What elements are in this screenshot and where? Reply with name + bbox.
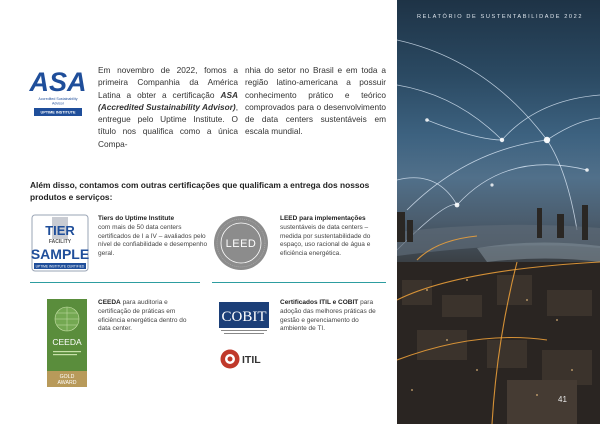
tier-logo [30, 214, 90, 272]
leed-title: LEED para implementações [280, 215, 366, 222]
ceeda-logo-graphic [47, 299, 87, 387]
cobit-logo-text: COBIT [221, 309, 267, 325]
itil-cobit-title: Certificados ITIL e COBIT [280, 299, 359, 306]
ceeda-text: para auditoria e certificação de práticas em eficiência energética dentro do data center. [98, 299, 187, 333]
leed-logo [212, 214, 270, 272]
cobit-logo [219, 302, 269, 336]
intro-text-bold: ASA (Accredited Sustainability Advisor) [98, 89, 238, 112]
divider-left [30, 282, 200, 283]
leed-description [280, 215, 390, 259]
asa-logo-sub2: Advisor [52, 101, 64, 106]
asa-logo-text: ASA [29, 67, 87, 97]
divider-right [212, 282, 386, 283]
leed-logo-text: LEED [225, 238, 257, 250]
certifications-subheading: Além disso, contamos com outras certificações que qualificam a entrega dos nossos produtos e serviços: [30, 180, 370, 202]
ceeda-logo [47, 299, 87, 387]
intro-text-post: , entregue pelo Uptime Institute. O título nos qualifica como a única Compa- [98, 101, 238, 149]
leed-text: sustentáveis de data centers – medida por sustentabilidade do espaço, uso racional de água e eficiência energética. [280, 223, 371, 258]
tier-logo-band: UPTIME INSTITUTE CERTIFIED [35, 264, 85, 269]
itil-logo [219, 347, 271, 371]
tier-title: Tiers do Uptime Institute [98, 215, 175, 222]
itil-cobit-text: para adoção das melhores práticas de gestão e gerenciamento do ambiente de TI. [280, 299, 376, 333]
ceeda-title: CEEDA [98, 299, 121, 306]
tier-logo-line1: TIER [45, 223, 75, 238]
ceeda-logo-band1: GOLD [59, 374, 75, 380]
asa-logo [28, 64, 88, 122]
intro-column-1 [98, 64, 238, 150]
running-head: RELATÓRIO DE SUSTENTABILIDADE 2022 [416, 14, 584, 20]
itil-logo-graphic [219, 347, 271, 371]
asa-logo-sub1: Accredited Sustainability [38, 97, 78, 101]
itil-logo-text: ITIL [242, 354, 261, 366]
city-night-photo [397, 0, 600, 424]
cobit-logo-graphic [219, 302, 269, 336]
tier-description [98, 215, 208, 259]
tier-text: com mais de 50 data centers certificados de I a IV – avaliados pelo nível de confiabilidade e desempenho geral. [98, 223, 208, 258]
asa-logo-graphic [28, 64, 88, 122]
itil-cobit-description [280, 299, 380, 334]
tier-logo-line3: SAMPLE [30, 246, 90, 262]
ceeda-logo-band2: AWARD [57, 380, 77, 386]
intro-text-pre: Em novembro de 2022, fomos a primeira Companhia da América Latina a obter a certificação [98, 65, 238, 100]
asa-logo-band: UPTIME INSTITUTE [40, 110, 76, 115]
page-number: 41 [558, 395, 567, 404]
tier-logo-line2: FACILITY [48, 239, 72, 245]
ceeda-logo-text: CEEDA [52, 337, 82, 347]
tier-logo-graphic [30, 214, 90, 272]
ceeda-description [98, 299, 198, 334]
leed-logo-graphic [212, 214, 270, 272]
city-photo-illustration [397, 0, 600, 424]
intro-column-2: nhia do setor no Brasil e em toda a região latino-americana a possuir conhecimento prático e teórico comprovados para o desenvolvimento de data centers sustentáveis em escala mundial. [245, 65, 386, 137]
